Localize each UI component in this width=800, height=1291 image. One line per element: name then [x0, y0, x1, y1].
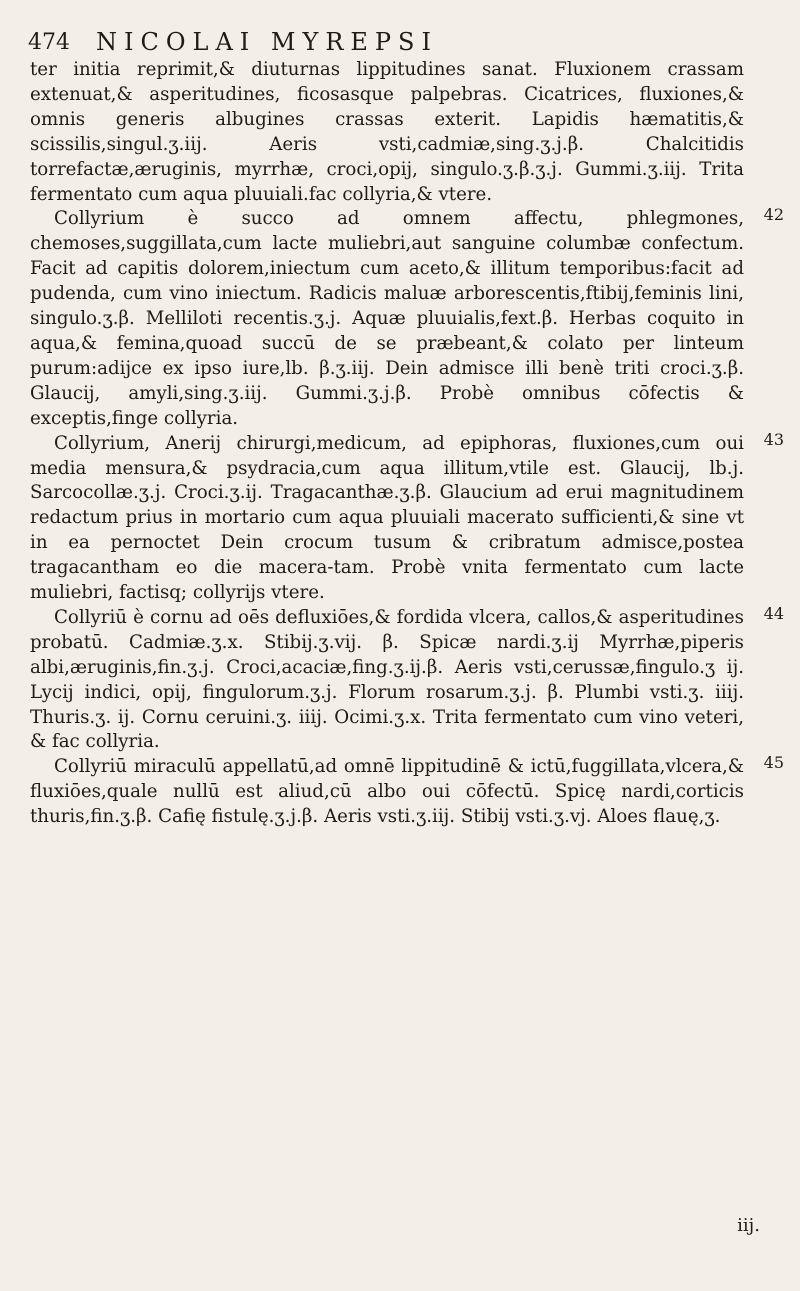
paragraph-text: Collyrium è succo ad omnem affectu, phlegmones, chemoses,suggillata,cum lacte muliebri,aut sanguine columbæ confectum. Facit ad capitis dolorem,iniectum cum aceto,& illitum temporibus:facit ad pudenda, cum vino iniectum. Radicis maluæ arborescentis,ftibij,feminis lini, singulo.ʒ.β. Melliloti recentis.ʒ.j. Aquæ pluuialis,fext.β. Herbas coquito in aqua,& femina,quoad succū de se præbeant,& colato per linteum purum:adijce ex ipso iure,lb. β.ʒ.iij. Dein admisce illi benè triti croci.ʒ.β. Glaucij, amyli,sing.ʒ.iij. Gummi.ʒ.j.β. Probè omnibus cōfectis & exceptis,finge collyria.: [30, 208, 744, 429]
marginal-number: 44: [763, 603, 784, 623]
paragraph-text: Collyriū è cornu ad oēs defluxiōes,& fordida vlcera, callos,& asperitudines probatū. Cadmiæ.ʒ.x. Stibij.ʒ.vij. β. Spicæ nardi.ʒ.ij Myrrhæ,piperis albi,æruginis,fin.ʒ.j. Croci,acaciæ,fing.ʒ.ij.β. Aeris vsti,cerussæ,fingulo.ʒ ij. Lycij indici, opij, fingulorum.ʒ.j. Florum rosarum.ʒ.j. β. Plumbi vsti.ʒ. iiij. Thuris.ʒ. ij. Cornu ceruini.ʒ. iiij. Ocimi.ʒ.x. Trita fermentato cum vino veteri, & fac collyria.: [30, 606, 744, 753]
book-page: [22, 14, 792, 1276]
paragraph-recipe-42: [22, 205, 784, 431]
catchword: iij.: [737, 1215, 760, 1236]
paragraph-recipe-45: [22, 753, 784, 830]
marginal-number: 42: [763, 205, 784, 225]
paragraph-recipe-44: [22, 603, 784, 755]
paragraph-text: Collyriū miraculū appellatū,ad omnē lippitudinē & ictū,fuggillata,vlcera,& fluxiōes,quale nullū est aliud,cū albo oui cōfectū. Spicę nardi,corticis thuris,fin.ʒ.β. Cafię fistulę.ʒ.j.β. Aeris vsti.ʒ.iij. Stibij vsti.ʒ.vj. Aloes flauę,ʒ.: [30, 756, 744, 828]
marginal-number: 43: [763, 429, 784, 449]
page-number: 474: [28, 30, 70, 55]
running-title: NICOLAI MYREPSI: [96, 28, 438, 56]
marginal-number: 45: [763, 753, 784, 773]
page-header: [22, 14, 792, 54]
paragraph-recipe-1: [22, 58, 774, 207]
body-text: [22, 58, 784, 830]
paragraph-text: Collyrium, Anerij chirurgi,medicum, ad epiphoras, fluxiones,cum oui media mensura,& psydracia,cum aqua illitum,vtile est. Glaucij, lb.j. Sarcocollæ.ʒ.j. Croci.ʒ.ij. Tragacanthæ.ʒ.β. Glaucium ad erui magnitudinem redactum prius in mortario cum aqua pluuiali macerato sufficienti,& sine vt in ea pernoctet Dein crocum tusum & cribratum admisce,postea tragacantham eo die macera-tam. Probè vnita fermentato cum lacte muliebri, factisq; collyrijs vtere.: [30, 432, 744, 604]
paragraph-text: ter initia reprimit,& diuturnas lippitudines sanat. Fluxionem crassam extenuat,& asperitudines, ficosasque palpebras. Cicatrices, fluxiones,& omnis generis albugines crassas exterit. Lapidis hæmatitis,& scissilis,singul.ʒ.iij. Aeris vsti,cadmiæ,sing.ʒ.j.β. Chalcitidis torrefactæ,æruginis, myrrhæ, croci,opij, singulo.ʒ.β.ʒ.j. Gummi.ʒ.iij. Trita fermentato cum aqua pluuiali.fac collyria,& vtere.: [30, 59, 744, 205]
paragraph-recipe-43: [22, 429, 784, 606]
